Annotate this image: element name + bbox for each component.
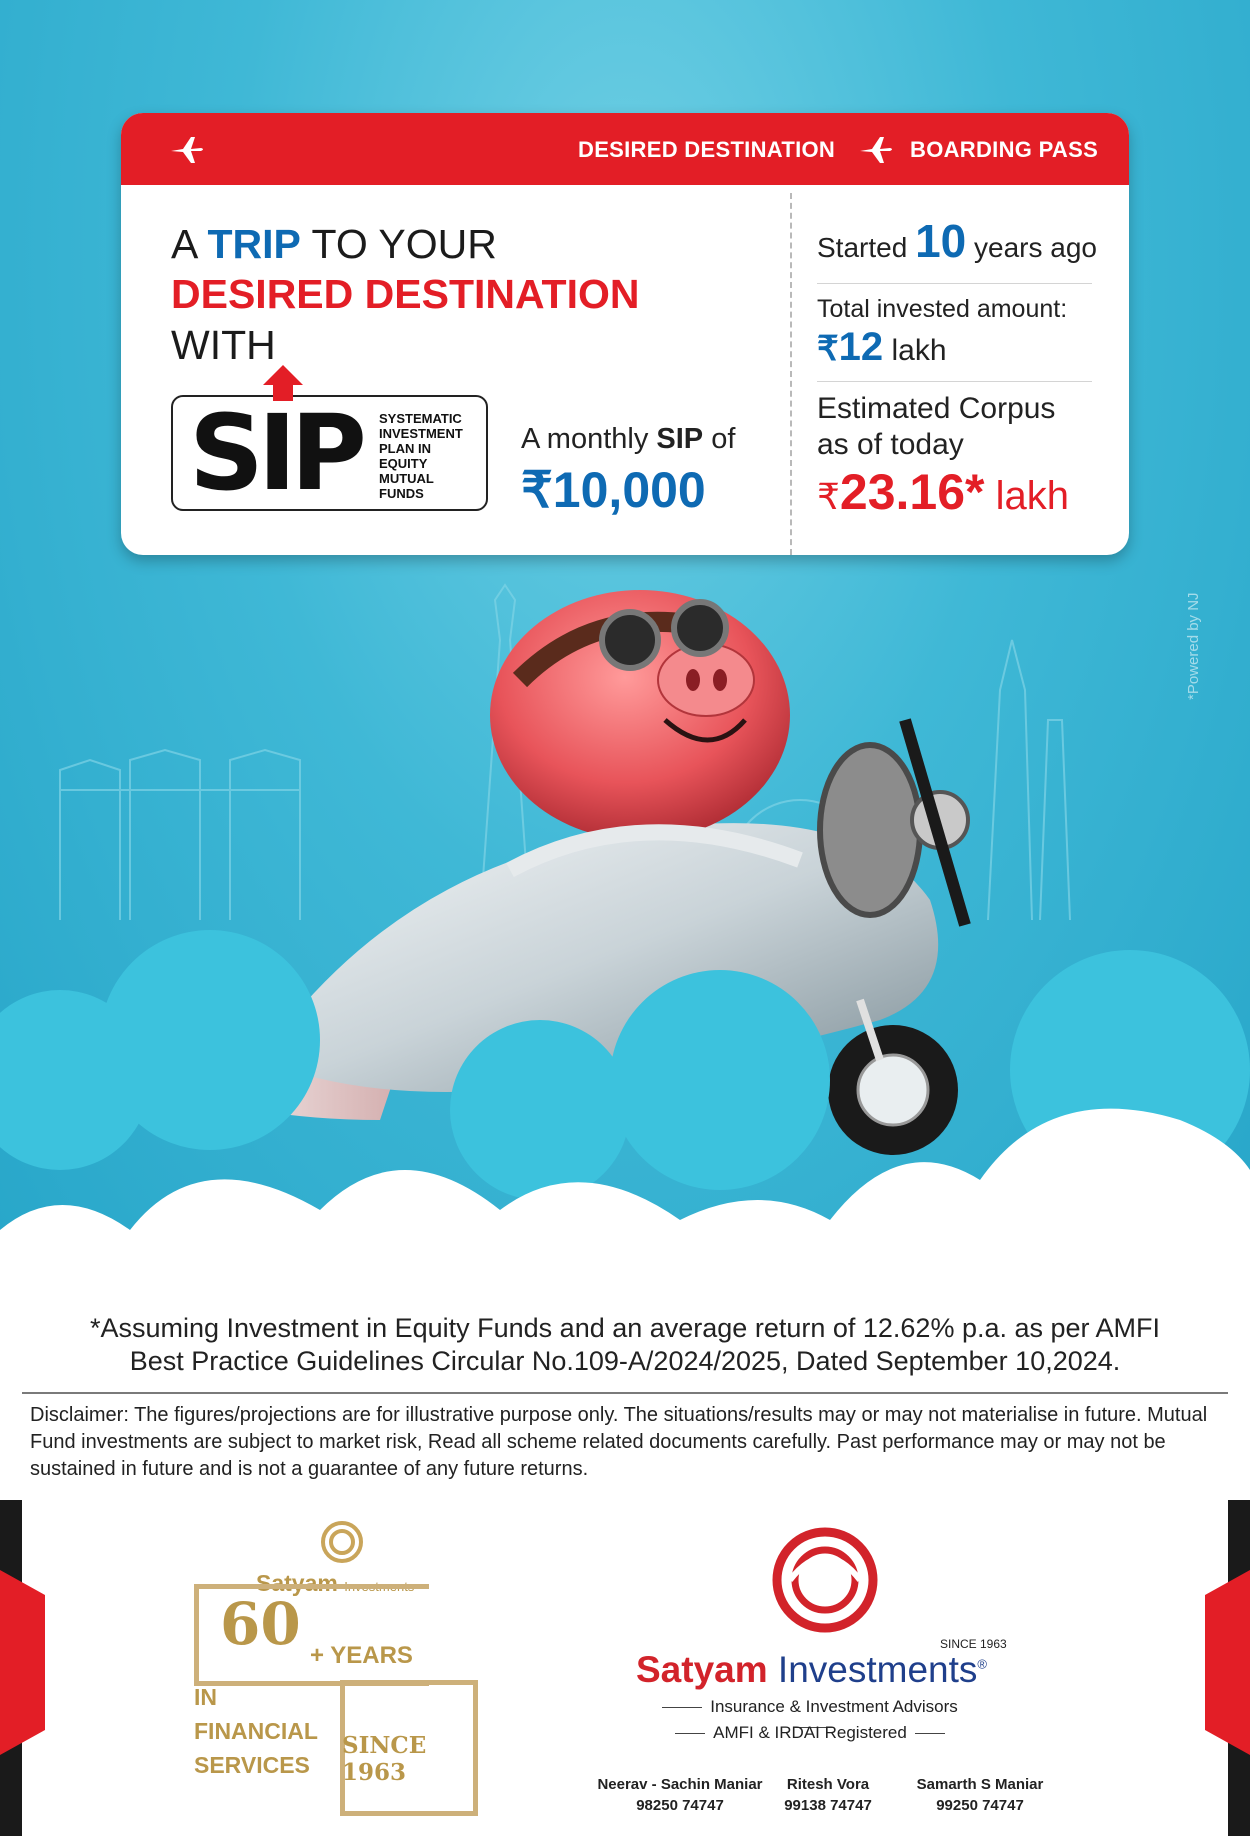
headline-a: A — [171, 221, 208, 267]
separator — [817, 381, 1092, 382]
ticket-perforation — [790, 193, 792, 555]
tagline-registered: AMFI & IRDAI Registered — [640, 1723, 980, 1743]
satyam-swirl-logo-icon — [320, 1520, 364, 1564]
separator — [22, 1392, 1228, 1394]
sip-logo-text: SIP — [189, 392, 361, 514]
since-1963: SINCE 1963 — [940, 1637, 1007, 1651]
ribbon-decoration-left — [0, 1500, 45, 1836]
powered-by-label: *Powered by NJ — [1185, 592, 1202, 700]
ticket-header — [121, 113, 1129, 185]
header-boarding-pass: BOARDING PASS — [910, 137, 1099, 162]
header-desired-destination: DESIRED DESTINATION — [578, 137, 836, 162]
footnote-line-2: Best Practice Guidelines Circular No.109-A/2024/2025, Dated September 10,2024. — [129, 1346, 1121, 1376]
since-1963-gold: SINCE 1963 — [342, 1732, 427, 1786]
headline-line-1 — [171, 219, 497, 269]
sixty-years-logo — [190, 1520, 490, 1820]
years-text: + YEARS — [310, 1642, 413, 1669]
started-years: Started 10 years ago — [817, 215, 1097, 267]
monthly-sip-amount: ₹10,000 — [521, 462, 706, 518]
headline-to-your: TO YOUR — [300, 221, 497, 267]
corpus-label: Estimated Corpus as of today — [817, 392, 1056, 461]
contact-samarth: Samarth S Maniar 99250 74747 — [916, 1776, 1044, 1814]
monthly-sip-label: A monthly SIP of — [521, 423, 736, 455]
years-number: 60 — [220, 1590, 301, 1658]
contact-neerav-sachin: Neerav - Sachin Maniar 98250 74747 — [597, 1776, 763, 1814]
sip-logo — [171, 392, 488, 514]
airplane-icon — [856, 129, 896, 169]
tagline-advisors: Insurance & Investment Advisors — [640, 1697, 980, 1737]
satyam-investments-logo — [630, 1525, 1050, 1765]
footnote-line-1: *Assuming Investment in Equity Funds and an average return of 12.62% p.a. as per AMFI — [89, 1313, 1161, 1343]
disclaimer-text: Disclaimer: The figures/projections are for illustrative purpose only. The situations/results may or may not materialise in future. Mutual Fund investments are subject to market risk, Read all scheme related documents carefully. Past performance may or may not be sustained in future and is not a guarantee of any future returns. — [30, 1404, 1208, 1480]
headline-desired-destination: DESIRED DESTINATION — [171, 271, 640, 317]
satyam-swirl-logo-icon — [770, 1525, 880, 1635]
in-financial-services: IN FINANCIAL SERVICES — [194, 1684, 318, 1778]
boarding-pass-card — [121, 113, 1129, 555]
corpus-amount: ₹23.16* lakh — [817, 464, 1069, 520]
invested-label: Total invested amount: — [817, 295, 1068, 323]
headline-with: WITH — [171, 322, 276, 368]
airplane-icon — [167, 129, 207, 169]
contact-ritesh: Ritesh Vora 99138 74747 — [784, 1776, 872, 1814]
brand-name: Satyam Investments® — [636, 1649, 987, 1690]
sip-logo-subtext: SYSTEMATIC INVESTMENT PLAN IN EQUITY MUTUAL FUNDS — [379, 411, 463, 501]
invested-amount: ₹12 lakh — [817, 325, 947, 369]
separator — [817, 283, 1092, 284]
ribbon-decoration-right — [1205, 1500, 1250, 1836]
headline-trip: TRIP — [207, 221, 301, 267]
brand-satyam: Satyam Investments — [256, 1570, 415, 1596]
assumption-footnote — [0, 1312, 1250, 1378]
